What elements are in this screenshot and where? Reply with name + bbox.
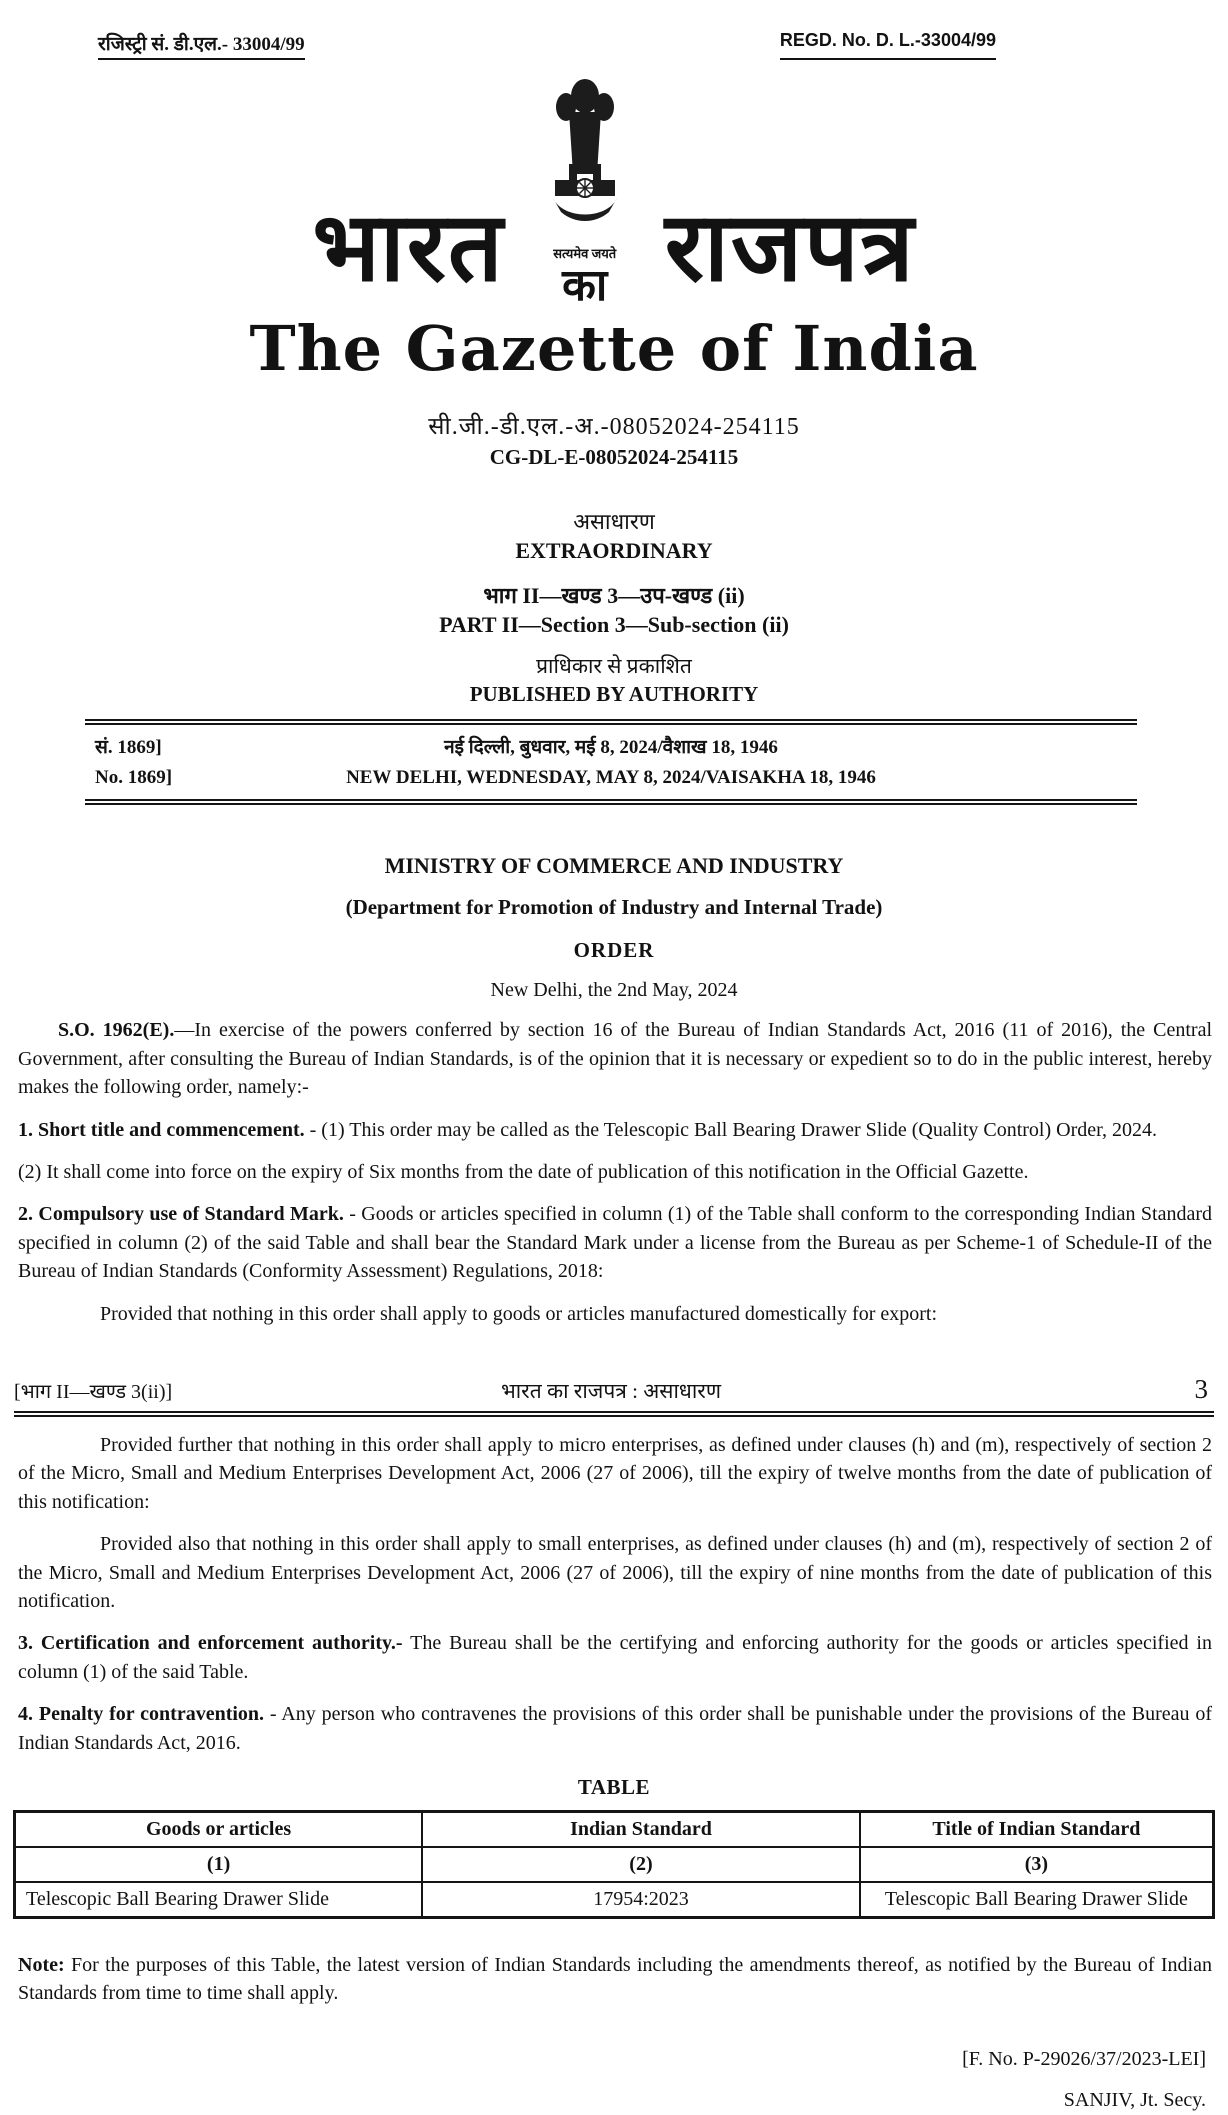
department-heading: (Department for Promotion of Industry and Internal Trade): [345, 895, 883, 920]
section-3-title: 3. Certification and enforcement authority.-: [18, 1632, 403, 1655]
so-text: —In exercise of the powers conferred by section 16 of the Bureau of Indian Standards Act, 2016 (11 of 2016), the Central Government, after consulting the Bureau of Indian Standards, is of the opinion that it is necessary or expedient so to do in the public interest, hereby makes the following order, namely:-: [18, 1019, 1213, 1099]
proviso-micro-enterprises: Provided further that nothing in this order shall apply to micro enterprises, as defined under clauses (h) and (m), respectively of section 2 of the Micro, Small and Medium Enterprises Development Act, 2006 (27 of 2006), till the expiry of twelve months from the date of publication of this notification:: [18, 1434, 1212, 1513]
file-number: [F. No. P-29026/37/2023-LEI]: [962, 2047, 1206, 2070]
section-4-title: 4. Penalty for contravention.: [18, 1703, 265, 1726]
issue-band: [85, 719, 1137, 805]
table-column-number-row: [15, 1847, 1214, 1882]
section-1-text: - (1) This order may be called as the Telescopic Ball Bearing Drawer Slide (Quality Control) Order, 2024.: [304, 1118, 1157, 1141]
bottom-double-rule: [85, 799, 1137, 805]
footer-block: [18, 1951, 1212, 2008]
section-1-paragraph: [18, 1116, 1212, 1144]
standards-table: [13, 1810, 1215, 1919]
extraordinary-hindi: असाधारण: [573, 509, 655, 535]
part-section-hindi: भाग II—खण्ड 3—उप-खण्ड (ii): [483, 583, 745, 609]
table-header-standard: Indian Standard: [422, 1811, 860, 1847]
table-cell-goods: Telescopic Ball Bearing Drawer Slide: [15, 1882, 423, 1918]
published-by-authority-hindi: प्राधिकार से प्रकाशित: [536, 654, 692, 679]
proviso-export: Provided that nothing in this order shall apply to goods or articles manufactured domestically for export:: [100, 1302, 938, 1325]
issue-date-hindi: नई दिल्ली, बुधवार, मई 8, 2024/वैशाख 18, 1946: [444, 737, 778, 759]
published-by-authority-english: PUBLISHED BY AUTHORITY: [469, 682, 759, 707]
issue-number-hindi: सं. 1869]: [95, 737, 162, 759]
signatory: SANJIV, Jt. Secy.: [1063, 2088, 1206, 2111]
table-cell-standard: 17954:2023: [422, 1882, 860, 1918]
table-col-num-1: (1): [15, 1847, 423, 1882]
order-place-date: New Delhi, the 2nd May, 2024: [490, 979, 738, 1002]
extraordinary-english: EXTRAORDINARY: [515, 538, 713, 564]
registration-bar: [0, 0, 1228, 60]
masthead-word-bharat: भारत: [312, 194, 505, 302]
table-cell-title: Telescopic Ball Bearing Drawer Slide: [860, 1882, 1214, 1918]
page3-running-header: [14, 1374, 1214, 1405]
so-paragraph: [18, 1016, 1212, 1101]
table-col-num-2: (2): [422, 1847, 860, 1882]
cg-code-hindi: सी.जी.-डी.एल.-अ.-08052024-254115: [428, 414, 800, 441]
note-label: Note:: [18, 1953, 65, 1976]
so-number: S.O. 1962(E).: [58, 1019, 175, 1042]
note-paragraph: [18, 1951, 1212, 2008]
order-body: [18, 1016, 1212, 1328]
section-1-2-paragraph: (2) It shall come into force on the expiry of Six months from the date of publication of this notification in the Official Gazette.: [18, 1161, 1029, 1184]
section-3-paragraph: [18, 1629, 1212, 1686]
table-title: TABLE: [577, 1774, 651, 1799]
proviso-small-enterprises: Provided also that nothing in this order shall apply to small enterprises, as defined under clauses (h) and (m), respectively of section 2 of the Micro, Small and Medium Enterprises Development Act, 2006 (27 of 2006), till the expiry of nine months from the date of publication of this notification.: [18, 1533, 1212, 1612]
page3-part-label: [भाग II—खण्ड 3(ii)]: [14, 1381, 173, 1403]
page3-page-number: 3: [1194, 1374, 1208, 1404]
section-2-text: - Goods or articles specified in column (1) of the Table shall conform to the corresponding Indian Standard specified in column (2) of the said Table and shall bear the Standard Mark under a license from the Bureau as per Scheme-1 of Schedule-II of the Bureau of Indian Standards (Conformity Assessment) Regulations, 2018:: [18, 1203, 1213, 1283]
issue-row-english: [85, 767, 1137, 789]
page3-gazette-label: भारत का राजपत्र : असाधारण: [500, 1379, 722, 1403]
issue-number-english: No. 1869]: [95, 767, 173, 789]
issue-date-english: NEW DELHI, WEDNESDAY, MAY 8, 2024/VAISAKHA 18, 1946: [346, 767, 876, 789]
table-header-title: Title of Indian Standard: [860, 1811, 1214, 1847]
gazette-title-english: The Gazette of India: [249, 312, 979, 386]
section-4-paragraph: [18, 1700, 1212, 1757]
masthead-word-rajpatra: राजपत्र: [664, 194, 916, 302]
ashoka-emblem-icon: [539, 74, 631, 242]
emblem-motto: सत्यमेव जयते: [553, 246, 617, 261]
page3-header-rule: [14, 1411, 1214, 1417]
section-2-title: 2. Compulsory use of Standard Mark.: [18, 1203, 344, 1226]
registration-number-english: REGD. No. D. L.-33004/99: [780, 30, 996, 60]
masthead-center: [539, 74, 631, 310]
part-section-english: PART II—Section 3—Sub-section (ii): [439, 612, 789, 638]
masthead: [0, 74, 1228, 310]
registration-number-hindi: रजिस्ट्री सं. डी.एल.- 33004/99: [98, 30, 305, 60]
masthead-word-ka: का: [562, 261, 608, 310]
note-text: For the purposes of this Table, the latest version of Indian Standards including the amendments thereof, as notified by the Bureau of Indian Standards from time to time shall apply.: [18, 1953, 1212, 2005]
cg-code-english: CG-DL-E-08052024-254115: [489, 445, 739, 470]
section-1-title: 1. Short title and commencement.: [18, 1118, 305, 1141]
ministry-heading: MINISTRY OF COMMERCE AND INDUSTRY: [384, 853, 844, 879]
table-col-num-3: (3): [860, 1847, 1214, 1882]
section-2-paragraph: [18, 1200, 1212, 1285]
table-header-goods: Goods or articles: [15, 1811, 423, 1847]
section-3-text: The Bureau shall be the certifying and enforcing authority for the goods or articles specified in column (1) of the said Table.: [18, 1632, 1212, 1683]
order-body-page3: [18, 1431, 1212, 1757]
issue-row-hindi: [85, 733, 1137, 759]
section-4-text: - Any person who contravenes the provisions of this order shall be punishable under the provisions of the Bureau of Indian Standards Act, 2016.: [18, 1703, 1212, 1754]
table-row: [15, 1882, 1214, 1918]
table-header-row: [15, 1811, 1214, 1847]
order-heading: ORDER: [573, 938, 655, 963]
